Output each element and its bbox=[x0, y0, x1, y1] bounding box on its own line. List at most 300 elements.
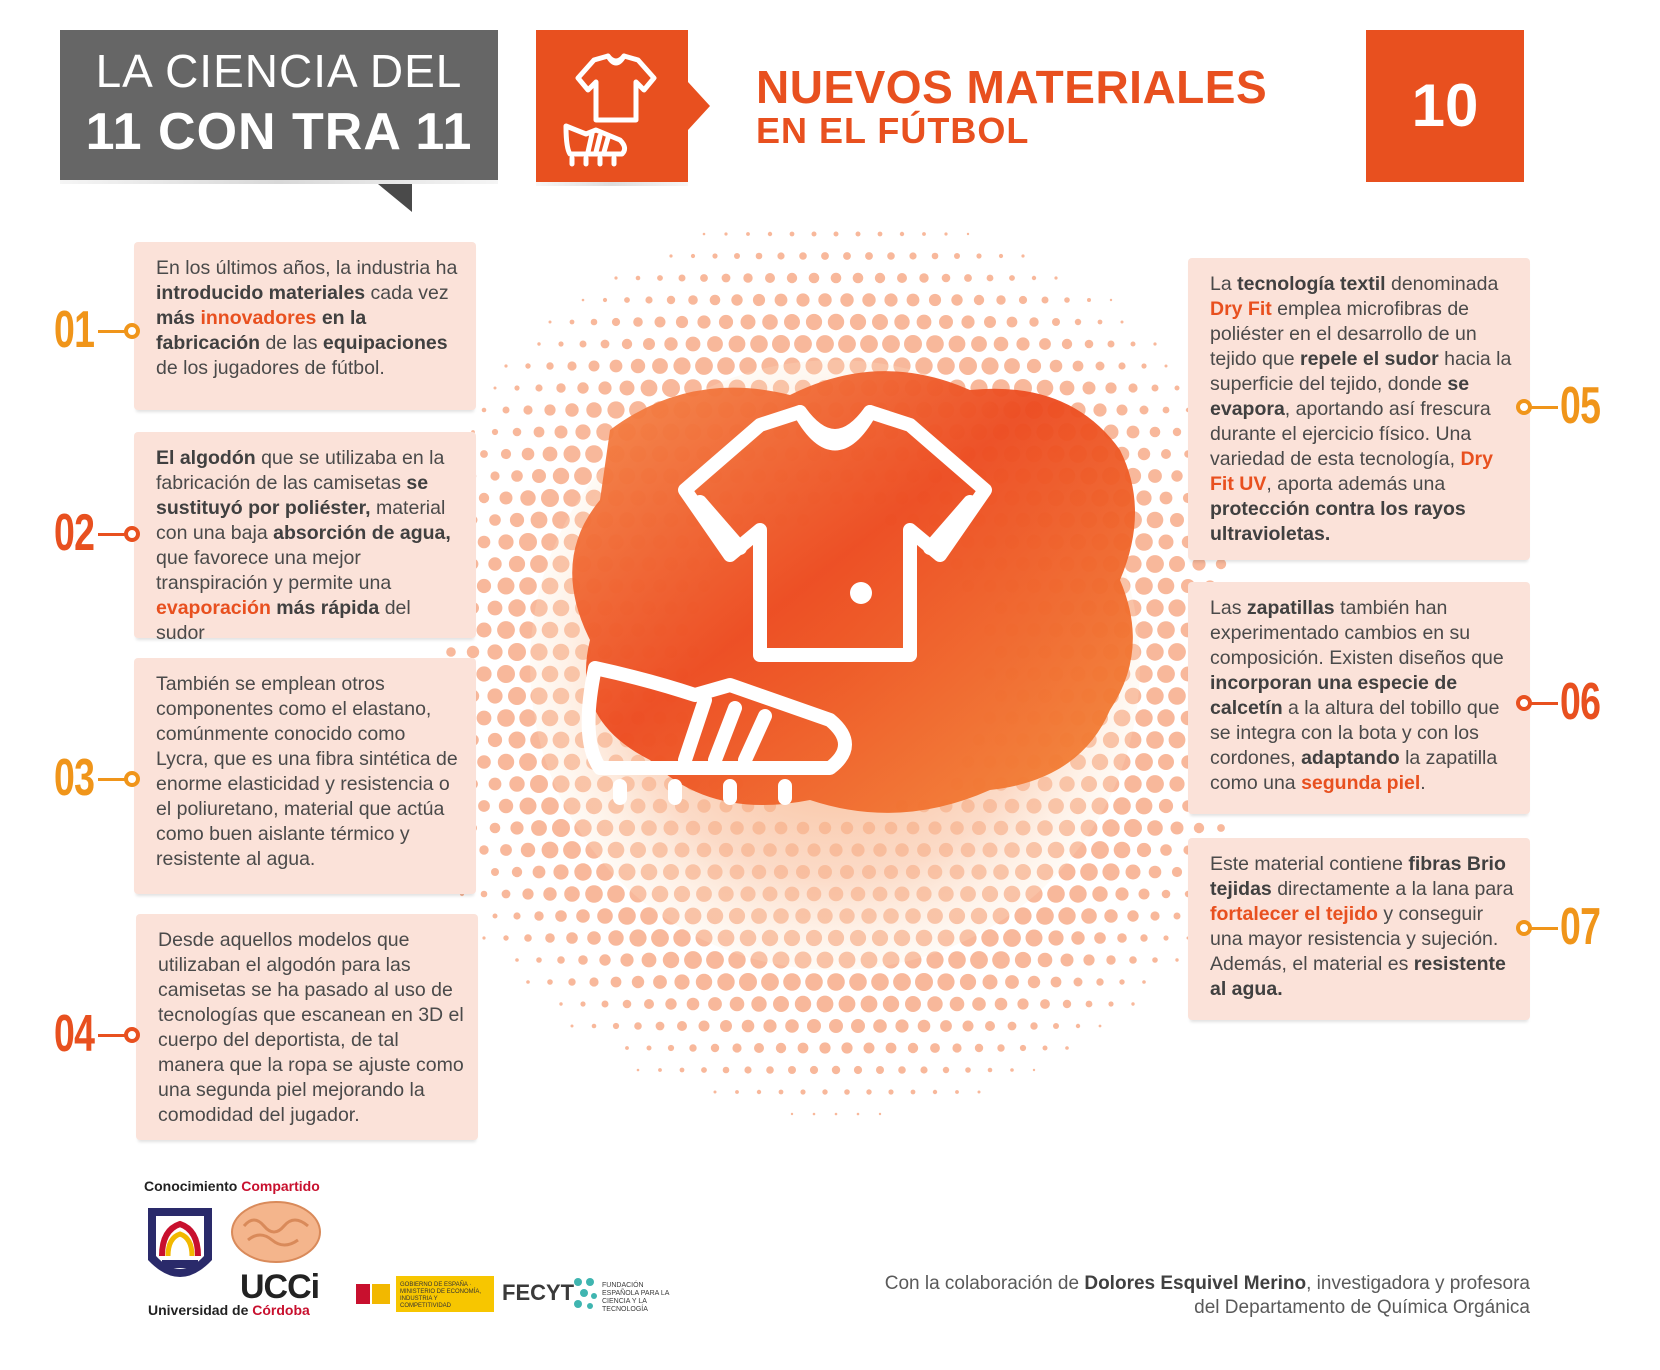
halftone-dot bbox=[876, 1066, 884, 1074]
halftone-dot bbox=[1087, 298, 1091, 302]
halftone-dot bbox=[1080, 863, 1098, 881]
info-text-segment: resistente al agua. bbox=[1210, 953, 1506, 1000]
halftone-dot bbox=[741, 315, 756, 330]
halftone-dot bbox=[904, 335, 922, 353]
halftone-dot bbox=[478, 536, 491, 549]
halftone-dot bbox=[1096, 362, 1105, 371]
series-word: CON TRA bbox=[142, 103, 416, 161]
halftone-dot bbox=[1105, 382, 1116, 393]
halftone-dot bbox=[1168, 643, 1186, 661]
item-number-05: 05 bbox=[1560, 377, 1601, 435]
halftone-dot bbox=[1047, 885, 1065, 903]
halftone-dot bbox=[730, 997, 745, 1012]
halftone-dot bbox=[944, 232, 947, 235]
halftone-dot bbox=[623, 1000, 632, 1009]
halftone-dot bbox=[1161, 449, 1171, 459]
halftone-dot bbox=[768, 232, 772, 236]
halftone-dot bbox=[720, 1020, 732, 1032]
title-tail bbox=[378, 184, 412, 212]
halftone-dot bbox=[731, 294, 742, 305]
halftone-dot bbox=[744, 1066, 751, 1073]
halftone-dot bbox=[1040, 999, 1050, 1009]
halftone-dot bbox=[724, 232, 727, 235]
halftone-dot bbox=[1131, 1002, 1134, 1005]
halftone-dot bbox=[1162, 890, 1171, 899]
halftone-dot bbox=[729, 336, 746, 353]
halftone-dot bbox=[717, 357, 735, 375]
halftone-dot bbox=[703, 233, 706, 236]
halftone-dot bbox=[1104, 909, 1117, 922]
halftone-dot bbox=[504, 364, 507, 367]
halftone-dot bbox=[587, 931, 601, 945]
halftone-dot bbox=[498, 578, 515, 595]
halftone-dot bbox=[1008, 1022, 1017, 1031]
halftone-dot bbox=[1108, 1001, 1113, 1006]
halftone-dot bbox=[558, 341, 563, 346]
halftone-dot bbox=[446, 647, 456, 657]
info-card-06 bbox=[1188, 582, 1530, 814]
halftone-dot bbox=[960, 974, 976, 990]
connector-03 bbox=[98, 778, 126, 781]
halftone-dot bbox=[1173, 428, 1181, 436]
halftone-dot bbox=[981, 929, 998, 946]
halftone-dot bbox=[835, 1113, 838, 1116]
halftone-dot bbox=[832, 1066, 840, 1074]
halftone-dot bbox=[766, 1066, 774, 1074]
halftone-dot bbox=[776, 1043, 786, 1053]
halftone-dot bbox=[1121, 321, 1124, 324]
info-text-segment: fortalecer el tejido bbox=[1210, 903, 1378, 925]
info-text-segment: Dry Fit bbox=[1210, 298, 1272, 320]
halftone-dot bbox=[665, 998, 676, 1009]
halftone-dot bbox=[687, 998, 700, 1011]
halftone-dot bbox=[773, 996, 789, 1012]
halftone-dot bbox=[739, 973, 757, 991]
main-title: NUEVOS MATERIALES bbox=[756, 61, 1268, 113]
halftone-dot bbox=[862, 293, 875, 306]
halftone-dot bbox=[608, 930, 623, 945]
halftone-dot bbox=[1126, 865, 1141, 880]
halftone-dot bbox=[589, 361, 600, 372]
halftone-dot bbox=[757, 1090, 761, 1094]
credit-name: Dolores Esquivel Merino bbox=[1084, 1273, 1307, 1294]
halftone-dot bbox=[918, 1020, 931, 1033]
halftone-dot bbox=[565, 403, 578, 416]
halftone-dot bbox=[1037, 380, 1054, 397]
halftone-dot bbox=[1194, 823, 1204, 833]
halftone-dot bbox=[570, 320, 575, 325]
halftone-dot bbox=[547, 979, 553, 985]
halftone-dot bbox=[697, 315, 710, 328]
halftone-dot bbox=[647, 1046, 652, 1051]
halftone-dot bbox=[667, 296, 675, 304]
halftone-dot bbox=[490, 823, 501, 834]
halftone-dot bbox=[674, 974, 689, 989]
halftone-dot bbox=[1099, 1025, 1102, 1028]
halftone-dot bbox=[519, 577, 537, 595]
halftone-dot bbox=[1009, 275, 1015, 281]
halftone-dot bbox=[658, 1068, 662, 1072]
halftone-dot bbox=[999, 254, 1003, 258]
halftone-dot bbox=[1081, 908, 1097, 924]
halftone-dot bbox=[556, 383, 565, 392]
info-text-02 bbox=[156, 446, 462, 646]
halftone-dot bbox=[850, 314, 866, 330]
halftone-dot bbox=[536, 957, 542, 963]
halftone-dot bbox=[677, 1021, 687, 1031]
halftone-dot bbox=[1140, 406, 1149, 415]
info-text-04 bbox=[158, 928, 464, 1128]
halftone-dot bbox=[1135, 709, 1152, 726]
halftone-dot bbox=[1171, 822, 1184, 835]
halftone-dot bbox=[1160, 492, 1173, 505]
halftone-dot bbox=[822, 1089, 827, 1094]
halftone-dot bbox=[926, 335, 944, 353]
halftone-dot bbox=[981, 357, 998, 374]
halftone-dot bbox=[1149, 866, 1162, 879]
halftone-dot bbox=[1073, 361, 1084, 372]
jersey-dot bbox=[850, 582, 872, 604]
halftone-dot bbox=[929, 294, 941, 306]
halftone-dot bbox=[806, 314, 822, 330]
halftone-dot bbox=[790, 232, 795, 237]
halftone-dot bbox=[1027, 359, 1041, 373]
halftone-dot bbox=[512, 867, 522, 877]
halftone-dot bbox=[961, 315, 974, 328]
halftone-dot bbox=[1115, 887, 1128, 900]
halftone-dot bbox=[1028, 976, 1040, 988]
halftone-dot bbox=[482, 936, 485, 939]
halftone-dot bbox=[714, 1091, 717, 1094]
halftone-dot bbox=[710, 295, 721, 306]
halftone-dot bbox=[498, 534, 513, 549]
halftone-dot bbox=[545, 933, 555, 943]
item-number-03: 03 bbox=[54, 749, 95, 807]
halftone-dot bbox=[1160, 844, 1172, 856]
halftone-dot bbox=[864, 1043, 875, 1054]
halftone-dot bbox=[1124, 819, 1142, 837]
halftone-dot bbox=[765, 273, 775, 283]
halftone-dot bbox=[734, 253, 740, 259]
halftone-dot bbox=[1146, 687, 1163, 704]
center-illustration bbox=[430, 180, 1240, 1150]
halftone-dot bbox=[477, 711, 492, 726]
halftone-dot bbox=[719, 315, 733, 329]
halftone-dot bbox=[1074, 978, 1083, 987]
halftone-dot bbox=[1157, 709, 1174, 726]
halftone-dot bbox=[860, 335, 878, 353]
halftone-dot bbox=[813, 1113, 816, 1116]
halftone-dot bbox=[503, 935, 508, 940]
halftone-dot bbox=[1050, 360, 1063, 373]
info-text-segment: del sudor bbox=[156, 597, 411, 644]
halftone-dot bbox=[636, 276, 641, 281]
halftone-dot bbox=[1036, 907, 1054, 925]
halftone-dot bbox=[632, 976, 644, 988]
info-text-segment: Dry Fit UV bbox=[1210, 448, 1493, 495]
halftone-dot bbox=[689, 1044, 696, 1051]
halftone-dot bbox=[679, 275, 686, 282]
halftone-dot bbox=[576, 909, 590, 923]
halftone-dot bbox=[1071, 931, 1084, 944]
halftone-dot bbox=[777, 252, 784, 259]
halftone-dot bbox=[552, 819, 570, 837]
halftone-dot bbox=[775, 294, 788, 307]
halftone-dot bbox=[580, 1001, 585, 1006]
halftone-dot bbox=[1007, 317, 1018, 328]
halftone-dot bbox=[787, 273, 797, 283]
credit-rest: , investigadora y profesora bbox=[1306, 1273, 1530, 1294]
halftone-dot bbox=[513, 428, 522, 437]
halftone-dot bbox=[1150, 911, 1159, 920]
halftone-dot bbox=[994, 337, 1009, 352]
halftone-dot bbox=[753, 294, 765, 306]
topic-icon-arrow bbox=[688, 82, 710, 130]
halftone-dot bbox=[1005, 975, 1019, 989]
halftone-dot bbox=[965, 1067, 971, 1073]
halftone-dot bbox=[857, 1113, 860, 1116]
halftone-dot bbox=[489, 778, 502, 791]
halftone-dot bbox=[1108, 341, 1115, 348]
halftone-dot bbox=[500, 844, 512, 856]
halftone-dot bbox=[1158, 754, 1174, 770]
info-text-segment: Desde aquellos modelos que utilizaban el algodón para las camisetas se ha pasado al uso de tecnologías que escanean en 3D el cuerpo del deportista, de tal manera que la ropa se ajuste como una segunda piel mejorando la comodidad del jugador. bbox=[158, 929, 464, 1126]
halftone-dot bbox=[756, 253, 763, 260]
info-text-segment: innovadores bbox=[200, 307, 317, 329]
halftone-dot bbox=[559, 1002, 562, 1005]
halftone-dot bbox=[810, 1066, 818, 1074]
halftone-dot bbox=[886, 1043, 897, 1054]
halftone-dot bbox=[905, 996, 921, 1012]
halftone-dot bbox=[1158, 578, 1175, 595]
halftone-dot bbox=[602, 1001, 609, 1008]
halftone-dot bbox=[1141, 363, 1146, 368]
uco-slogan-b: Compartido bbox=[241, 1178, 320, 1194]
connector-07 bbox=[1530, 927, 1558, 930]
halftone-dot bbox=[875, 273, 885, 283]
halftone-dot bbox=[1043, 1046, 1048, 1051]
halftone-dot bbox=[1102, 819, 1119, 836]
halftone-dot bbox=[930, 1043, 940, 1053]
info-text-segment: a la altura del tobillo que se integra con la bota y con los cordones, bbox=[1210, 697, 1500, 769]
halftone-dot bbox=[1157, 665, 1175, 683]
halftone-dot bbox=[951, 294, 962, 305]
halftone-dot bbox=[1146, 643, 1163, 660]
halftone-dot bbox=[1159, 799, 1173, 813]
halftone-dot bbox=[976, 253, 981, 258]
halftone-dot bbox=[1102, 863, 1119, 880]
halftone-dot bbox=[898, 1066, 906, 1074]
item-number-02: 02 bbox=[54, 504, 95, 562]
halftone-dot bbox=[1048, 930, 1063, 945]
halftone-dot bbox=[1038, 953, 1053, 968]
halftone-dot bbox=[819, 1042, 830, 1053]
halftone-dot bbox=[909, 252, 916, 259]
halftone-dot bbox=[522, 888, 533, 899]
halftone-dot bbox=[1004, 358, 1020, 374]
info-text-01 bbox=[156, 256, 462, 381]
halftone-dot bbox=[1169, 556, 1185, 572]
halftone-dot bbox=[883, 996, 899, 1012]
halftone-dot bbox=[1152, 957, 1158, 963]
halftone-dot bbox=[983, 975, 998, 990]
halftone-dot bbox=[487, 644, 502, 659]
halftone-dot bbox=[887, 252, 895, 260]
uco-name bbox=[148, 1302, 310, 1318]
halftone-dot bbox=[511, 470, 523, 482]
halftone-dot bbox=[1165, 365, 1168, 368]
halftone-dot bbox=[1147, 820, 1163, 836]
uco-slogan-a: Conocimiento bbox=[144, 1178, 242, 1194]
halftone-dot bbox=[686, 337, 701, 352]
halftone-dot bbox=[489, 514, 501, 526]
halftone-dot bbox=[908, 1043, 918, 1053]
halftone-dot bbox=[597, 908, 613, 924]
item-number-07: 07 bbox=[1560, 898, 1601, 956]
info-text-segment: Las bbox=[1210, 597, 1247, 619]
halftone-dot bbox=[1127, 426, 1140, 439]
info-card-04 bbox=[136, 914, 478, 1140]
halftone-dot bbox=[574, 467, 592, 485]
halftone-dot bbox=[1124, 775, 1141, 792]
halftone-dot bbox=[491, 868, 499, 876]
halftone-dot bbox=[879, 1113, 881, 1115]
series-title-line1: LA CIENCIA DEL bbox=[95, 45, 463, 97]
halftone-dot bbox=[1170, 513, 1184, 527]
halftone-dot bbox=[995, 998, 1008, 1011]
connector-05 bbox=[1530, 406, 1558, 409]
halftone-dot bbox=[723, 1067, 730, 1074]
halftone-dot bbox=[1110, 299, 1112, 301]
connector-01 bbox=[98, 330, 126, 333]
halftone-dot bbox=[1093, 403, 1106, 416]
spain-shield-icon bbox=[352, 1276, 396, 1312]
halftone-dot bbox=[1127, 910, 1138, 921]
halftone-dot bbox=[996, 295, 1005, 304]
info-text-segment: , aportando así frescura durante el ejercicio físico. Una variedad de esta tecnología, bbox=[1210, 398, 1491, 470]
halftone-dot bbox=[467, 646, 479, 658]
halftone-dot bbox=[783, 973, 801, 991]
fecyt-label: FECYT bbox=[502, 1280, 575, 1305]
halftone-dot bbox=[624, 297, 630, 303]
halftone-dot bbox=[508, 687, 526, 705]
halftone-dot bbox=[642, 953, 657, 968]
halftone-dot bbox=[520, 490, 535, 505]
halftone-dot bbox=[1083, 954, 1094, 965]
halftone-dot bbox=[577, 382, 588, 393]
halftone-dot bbox=[844, 1089, 850, 1095]
halftone-dot bbox=[620, 953, 633, 966]
info-text-segment: de los jugadores de fútbol. bbox=[156, 357, 385, 379]
halftone-dot bbox=[1061, 954, 1074, 967]
halftone-dot bbox=[1150, 427, 1161, 438]
halftone-dot bbox=[933, 1090, 937, 1094]
halftone-dot bbox=[641, 380, 658, 397]
halftone-dot bbox=[497, 621, 515, 639]
halftone-dot bbox=[610, 360, 623, 373]
halftone-dot bbox=[1003, 929, 1021, 947]
info-text-segment: evaporación bbox=[156, 597, 271, 619]
halftone-dot bbox=[634, 1022, 642, 1030]
topic-icon-box bbox=[536, 30, 688, 182]
halftone-dot bbox=[940, 1020, 952, 1032]
halftone-dot bbox=[564, 886, 580, 902]
halftone-dot bbox=[479, 845, 488, 854]
halftone-dot bbox=[1135, 753, 1153, 771]
halftone-dot bbox=[985, 1021, 995, 1031]
series-number-b: 11 bbox=[415, 103, 473, 161]
halftone-dot bbox=[772, 335, 790, 353]
halftone-dot bbox=[992, 951, 1010, 969]
info-text-segment: repele el sudor bbox=[1300, 348, 1439, 370]
halftone-dot bbox=[553, 864, 568, 879]
halftone-dot bbox=[1117, 933, 1127, 943]
halftone-dot bbox=[482, 408, 487, 413]
jersey-boot-icon bbox=[536, 30, 688, 182]
halftone-dot bbox=[1064, 297, 1070, 303]
info-text-segment: emplea microfibras de poliéster en el desarrollo de un tejido que bbox=[1210, 298, 1477, 370]
info-text-segment: material con una baja bbox=[156, 497, 446, 544]
halftone-dot bbox=[971, 336, 987, 352]
halftone-dot bbox=[978, 1091, 981, 1094]
halftone-dot bbox=[582, 299, 585, 302]
halftone-dot bbox=[828, 314, 844, 330]
halftone-dot bbox=[1138, 448, 1150, 460]
halftone-dot bbox=[1010, 1068, 1014, 1072]
halftone-dot bbox=[1169, 776, 1184, 791]
halftone-dot bbox=[732, 1043, 741, 1052]
halftone-dot bbox=[567, 361, 576, 370]
halftone-dot bbox=[937, 357, 955, 375]
halftone-dot bbox=[911, 1090, 916, 1095]
halftone-dot bbox=[893, 973, 911, 991]
halftone-dot bbox=[1075, 319, 1081, 325]
halftone-dot bbox=[589, 977, 598, 986]
halftone-dot bbox=[1168, 599, 1185, 616]
halftone-dot bbox=[839, 996, 856, 1013]
halftone-dot bbox=[1168, 687, 1186, 705]
halftone-dot bbox=[564, 446, 581, 463]
halftone-dot bbox=[762, 314, 778, 330]
halftone-dot bbox=[851, 1019, 865, 1033]
halftone-dot bbox=[684, 951, 702, 969]
halftone-dot bbox=[963, 1021, 974, 1032]
halftone-dot bbox=[1017, 998, 1028, 1009]
halftone-dot bbox=[955, 1090, 959, 1094]
halftone-dot bbox=[503, 407, 510, 414]
halftone-dot bbox=[653, 975, 667, 989]
halftone-dot bbox=[1086, 1001, 1093, 1008]
credit-prefix: Con la colaboración de bbox=[884, 1273, 1085, 1294]
uco-crest-logo bbox=[142, 1198, 218, 1298]
info-text-segment: y conseguir una mayor resistencia y sujeción. Además, el material es bbox=[1210, 903, 1499, 975]
halftone-dot bbox=[607, 885, 625, 903]
halftone-dot bbox=[607, 401, 624, 418]
halftone-dot bbox=[688, 295, 698, 305]
info-text-segment: más bbox=[156, 307, 201, 329]
halftone-dot bbox=[807, 1019, 821, 1033]
halftone-dot bbox=[543, 887, 556, 900]
halftone-dot bbox=[948, 951, 966, 969]
halftone-dot bbox=[629, 929, 646, 946]
halftone-dot bbox=[612, 318, 620, 326]
halftone-dot bbox=[532, 469, 546, 483]
info-text-03 bbox=[156, 672, 462, 872]
halftone-dot bbox=[477, 755, 491, 769]
uco-name-b: Córdoba bbox=[252, 1302, 310, 1318]
halftone-dot bbox=[668, 1045, 674, 1051]
halftone-dot bbox=[1216, 559, 1226, 569]
